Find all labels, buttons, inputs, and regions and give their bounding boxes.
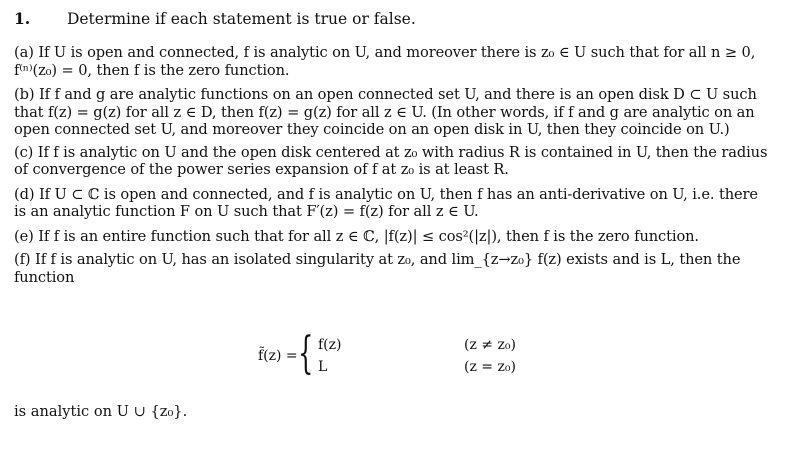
problem-header <box>14 9 416 28</box>
statement-e: (e) If f is an entire function such that for all z ∈ ℂ, |f(z)| ≤ cos²(|z|), then f is the zero function. <box>14 227 699 245</box>
piecewise-equation <box>258 328 558 379</box>
left-brace: { <box>298 328 314 379</box>
equation-lhs: f̃(z) = <box>258 348 298 364</box>
statement-d: (d) If U ⊂ ℂ is open and connected, and f is analytic on U, then f has an anti-derivative on U, i.e. there is an analytic function F on U such that F′(z) = f(z) for all z ∈ U. <box>14 185 758 220</box>
case1-value: f(z) <box>318 337 342 353</box>
case2-condition: (z = z₀) <box>464 359 516 375</box>
problem-prompt: Determine if each statement is true or false. <box>66 10 416 28</box>
statement-c: (c) If f is analytic on U and the open disk centered at z₀ with radius R is contained in U, then the radius of convergence of the power series expansion of f at z₀ is at least R. <box>14 143 768 178</box>
statement-a: (a) If U is open and connected, f is analytic on U, and moreover there is z₀ ∈ U such that for all n ≥ 0, f⁽ⁿ⁾(z₀) = 0, then f is the zero function. <box>14 44 756 79</box>
statement-list <box>14 44 770 292</box>
conclusion-text: is analytic on U ∪ {z₀}. <box>14 403 188 420</box>
case2-value: L <box>318 359 328 375</box>
case1-condition: (z ≠ z₀) <box>464 337 516 353</box>
statement-f: (f) If f is analytic on U, has an isolated singularity at z₀, and lim_{z→z₀} f(z) exists and is L, then the function <box>14 251 741 286</box>
statement-b: (b) If f and g are analytic functions on an open connected set U, and there is an open disk D ⊂ U such that f(z) = g(z) for all z ∈ D, then f(z) = g(z) for all z ∈ U. (In other words, if f and g are analytic on an open connected set U, and moreover they coincide on an open disk in U, then they coincide on U.) <box>14 86 757 138</box>
problem-number: 1. <box>14 9 31 28</box>
